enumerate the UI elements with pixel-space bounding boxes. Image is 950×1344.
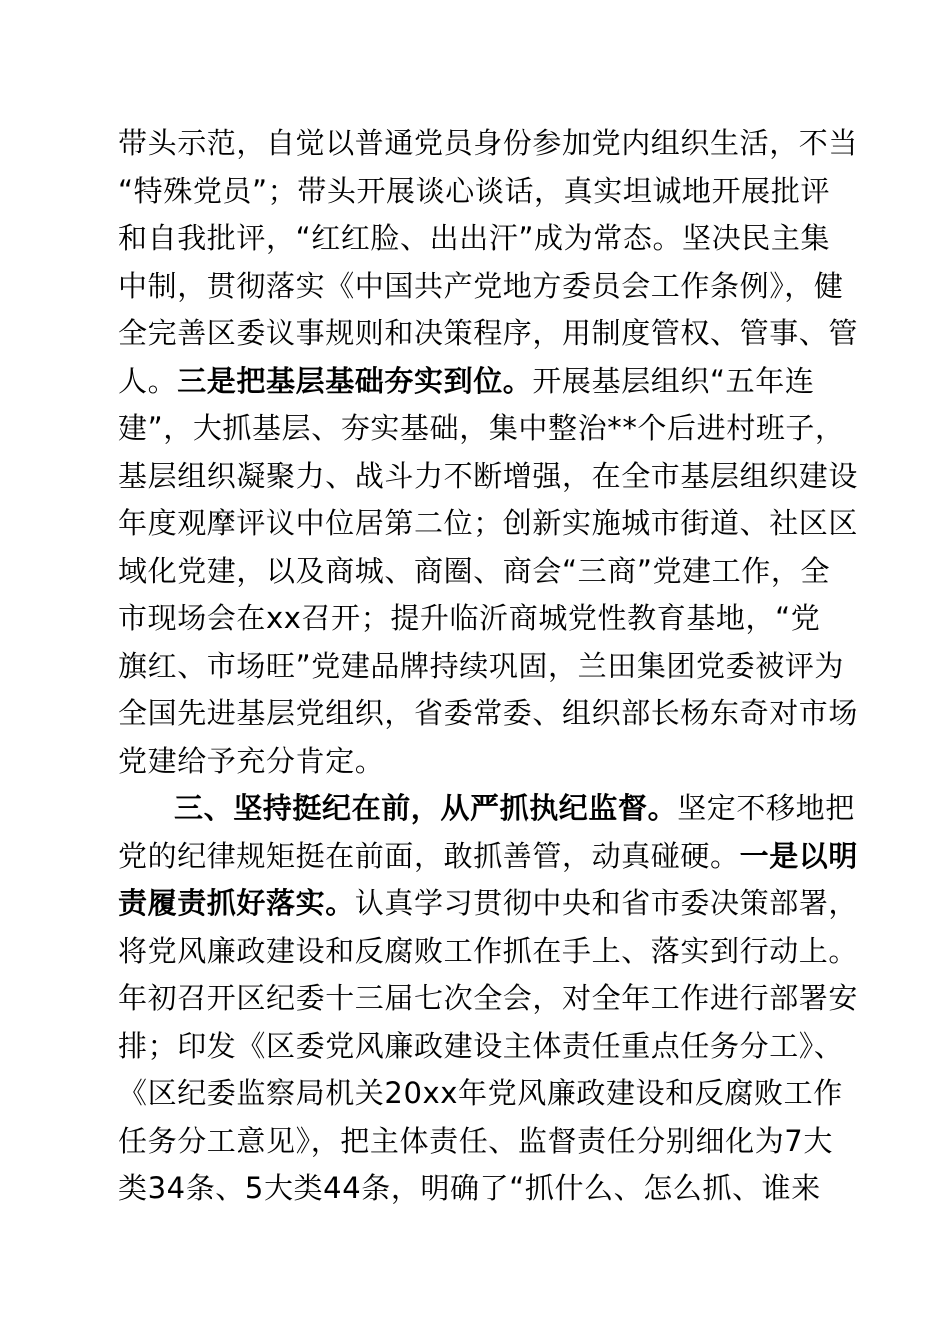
- text-line: [118, 120, 859, 168]
- document-body: [118, 120, 859, 1213]
- text-line: [118, 595, 838, 643]
- bold-heading-run: 一是以明: [739, 838, 859, 873]
- text-run: 带头示范，自觉以普通党员身份参加党内组织生活，不当: [118, 126, 859, 160]
- text-line: [118, 1023, 844, 1071]
- text-run: 类34条、5大类44条，明确了“抓什么、怎么抓、谁来: [118, 1171, 821, 1205]
- text-run: 旗红、市场旺”党建品牌持续巩固，兰田集团党委被评为: [118, 648, 845, 683]
- bold-heading-run: 责履责抓好落实。: [118, 886, 355, 920]
- bold-heading-run: 三是把基层基础夯实到位。: [177, 363, 533, 398]
- text-run: 认真学习贯彻中央和省市委决策部署，: [354, 886, 859, 920]
- text-run: 年初召开区纪委十三届七次全会，对全年工作进行部署安: [118, 981, 859, 1015]
- text-line: [118, 928, 859, 976]
- text-run: 年度观摩评议中位居第二位；创新实施城市街道、社区区: [118, 506, 859, 540]
- text-line: [118, 548, 838, 596]
- text-run: 全完善区委议事规则和决策程序，用制度管权、管事、管: [118, 316, 859, 350]
- text-run: 任务分工意见》，把主体责任、监督责任分别细化为7大: [118, 1123, 833, 1158]
- text-run: 中制，贯彻落实《中国共产党地方委员会工作条例》，健: [118, 268, 844, 303]
- text-line: [118, 1165, 838, 1213]
- text-run: 域化党建，以及商城、商圈、商会“三商”党建工作，全: [118, 553, 831, 588]
- text-line: [118, 690, 859, 738]
- text-run: 和自我批评，“红红脸、出出汗”成为常态。坚决民主集: [118, 221, 831, 255]
- text-run: 将党风廉政建设和反腐败工作抓在手上、落实到行动上。: [118, 933, 859, 968]
- text-line: [118, 1070, 843, 1118]
- text-line: [118, 833, 859, 881]
- text-run: “特殊党员”；带头开展谈心谈话，真实坦诚地开展批评: [118, 173, 831, 208]
- text-run: 人。: [118, 363, 178, 398]
- text-run: 党建给予充分肯定。: [118, 743, 385, 778]
- section-heading: 三、坚持挺纪在前，从严抓执纪监督。: [174, 791, 678, 825]
- text-run: 开展基层组织“五年连: [532, 363, 815, 398]
- text-line: [118, 880, 859, 928]
- text-line: [118, 1118, 838, 1166]
- text-line: [118, 405, 845, 453]
- text-line: [118, 310, 859, 358]
- text-line: [118, 168, 838, 216]
- text-line: [118, 453, 859, 501]
- text-line: [118, 975, 859, 1023]
- text-line: [118, 358, 838, 406]
- text-run: 坚定不移地把: [677, 791, 855, 825]
- text-line: [118, 643, 845, 691]
- text-line: [118, 738, 838, 786]
- text-run: 全国先进基层党组织，省委常委、组织部长杨东奇对市场: [118, 696, 859, 730]
- text-line: [118, 500, 859, 548]
- text-run: 排；印发《区委党风廉政建设主体责任重点任务分工》、: [118, 1028, 844, 1063]
- section-heading-line: [118, 785, 855, 833]
- text-line: [118, 263, 844, 311]
- text-run: 《区纪委监察局机关20xx年党风廉政建设和反腐败工作: [118, 1076, 843, 1110]
- text-run: 党的纪律规矩挺在前面，敢抓善管，动真碰硬。: [118, 838, 740, 873]
- text-run: 建”，大抓基层、夯实基础，集中整治**个后进村班子，: [118, 411, 845, 445]
- text-run: 基层组织凝聚力、战斗力不断增强，在全市基层组织建设: [118, 458, 859, 493]
- text-run: 市现场会在xx召开；提升临沂商城党性教育基地，“党: [118, 601, 821, 635]
- text-line: [118, 215, 838, 263]
